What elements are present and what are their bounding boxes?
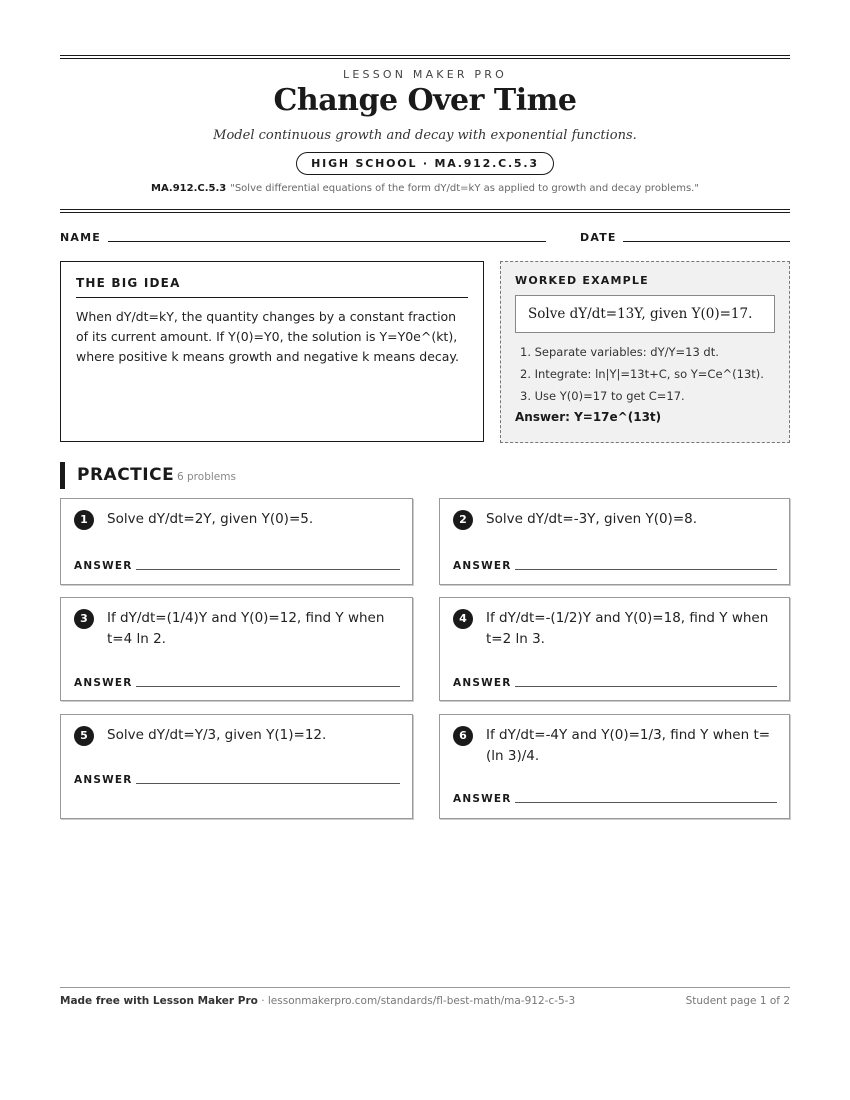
answer-label: ANSWER [74, 560, 133, 572]
practice-accent-bar [60, 462, 65, 489]
problem-text: Solve dY/dt=-3Y, given Y(0)=8. [486, 511, 698, 527]
answer-field[interactable] [515, 686, 777, 687]
page-title: Change Over Time [273, 83, 577, 118]
problem-text: Solve dY/dt=Y/3, given Y(1)=12. [107, 727, 327, 743]
problem-card-3 [60, 597, 413, 701]
footer-url[interactable]: · lessonmakerpro.com/standards/fl-best-math/ma-912-c-5-3 [257, 995, 576, 1007]
name-label: NAME [60, 231, 101, 244]
grade-badge: HIGH SCHOOL · MA.912.C.5.3 [296, 152, 554, 175]
problem-text: If dY/dt=(1/4)Y and Y(0)=12, find Y when t=4 ln 2. [107, 610, 385, 647]
answer-label: ANSWER [74, 677, 133, 689]
problem-text: Solve dY/dt=2Y, given Y(0)=5. [107, 511, 314, 527]
answer-field[interactable] [515, 802, 777, 803]
standard-line [0, 183, 850, 194]
footer-divider [60, 987, 790, 988]
standard-code: MA.912.C.5.3 [151, 183, 227, 194]
page-subtitle: Model continuous growth and decay with exponential functions. [213, 128, 637, 143]
worked-example-problem: Solve dY/dt=13Y, given Y(0)=17. [515, 295, 775, 333]
standard-text: "Solve differential equations of the form dY/dt=kY as applied to growth and decay problems." [230, 183, 699, 194]
worked-example-step: 2. Integrate: ln|Y|=13t+C, so Y=Ce^(13t). [520, 367, 764, 381]
answer-label: ANSWER [453, 793, 512, 805]
big-idea-text: When dY/dt=kY, the quantity changes by a constant fraction of its current amount. If Y(0)=Y0, the solution is Y=Y0e^(kt), where positive k means growth and negative k means decay. [76, 309, 460, 364]
problem-number: 2 [453, 510, 473, 530]
problem-number: 3 [74, 609, 94, 629]
footer-page-number: Student page 1 of 2 [685, 995, 790, 1007]
practice-title: PRACTICE [77, 465, 175, 485]
header-bottom-divider [60, 209, 790, 213]
answer-field[interactable] [136, 783, 400, 784]
problem-card-1 [60, 498, 413, 585]
practice-count: 6 problems [177, 471, 236, 483]
problem-card-4 [439, 597, 790, 701]
problem-card-2 [439, 498, 790, 585]
problem-number: 4 [453, 609, 473, 629]
footer-made-with: Made free with Lesson Maker Pro [60, 995, 258, 1007]
answer-field[interactable] [515, 569, 777, 570]
worked-example-answer: Answer: Y=17e^(13t) [515, 410, 662, 424]
answer-field[interactable] [136, 686, 400, 687]
date-field[interactable] [623, 241, 790, 242]
problem-number: 6 [453, 726, 473, 746]
answer-label: ANSWER [74, 774, 133, 786]
problem-card-6 [439, 714, 790, 819]
worked-example-box [500, 261, 790, 443]
answer-field[interactable] [136, 569, 400, 570]
problem-text: If dY/dt=-4Y and Y(0)=1/3, find Y when t=(ln 3)/4. [486, 727, 771, 764]
footer-credit [60, 995, 575, 1007]
worked-example-step: 3. Use Y(0)=17 to get C=17. [520, 389, 685, 403]
name-field[interactable] [108, 241, 546, 242]
top-divider [60, 55, 790, 59]
worked-example-step: 1. Separate variables: dY/Y=13 dt. [520, 345, 719, 359]
problem-number: 5 [74, 726, 94, 746]
answer-label: ANSWER [453, 560, 512, 572]
big-idea-box [60, 261, 484, 442]
answer-label: ANSWER [453, 677, 512, 689]
brand-name: LESSON MAKER PRO [343, 68, 507, 81]
problem-text: If dY/dt=-(1/2)Y and Y(0)=18, find Y when t=2 ln 3. [486, 610, 769, 647]
problem-card-5 [60, 714, 413, 819]
grade-badge-wrap [0, 152, 850, 175]
problem-number: 1 [74, 510, 94, 530]
big-idea-heading: THE BIG IDEA [76, 276, 468, 298]
worked-example-steps [515, 341, 775, 407]
worked-example-heading: WORKED EXAMPLE [515, 274, 649, 287]
date-label: DATE [580, 231, 617, 244]
